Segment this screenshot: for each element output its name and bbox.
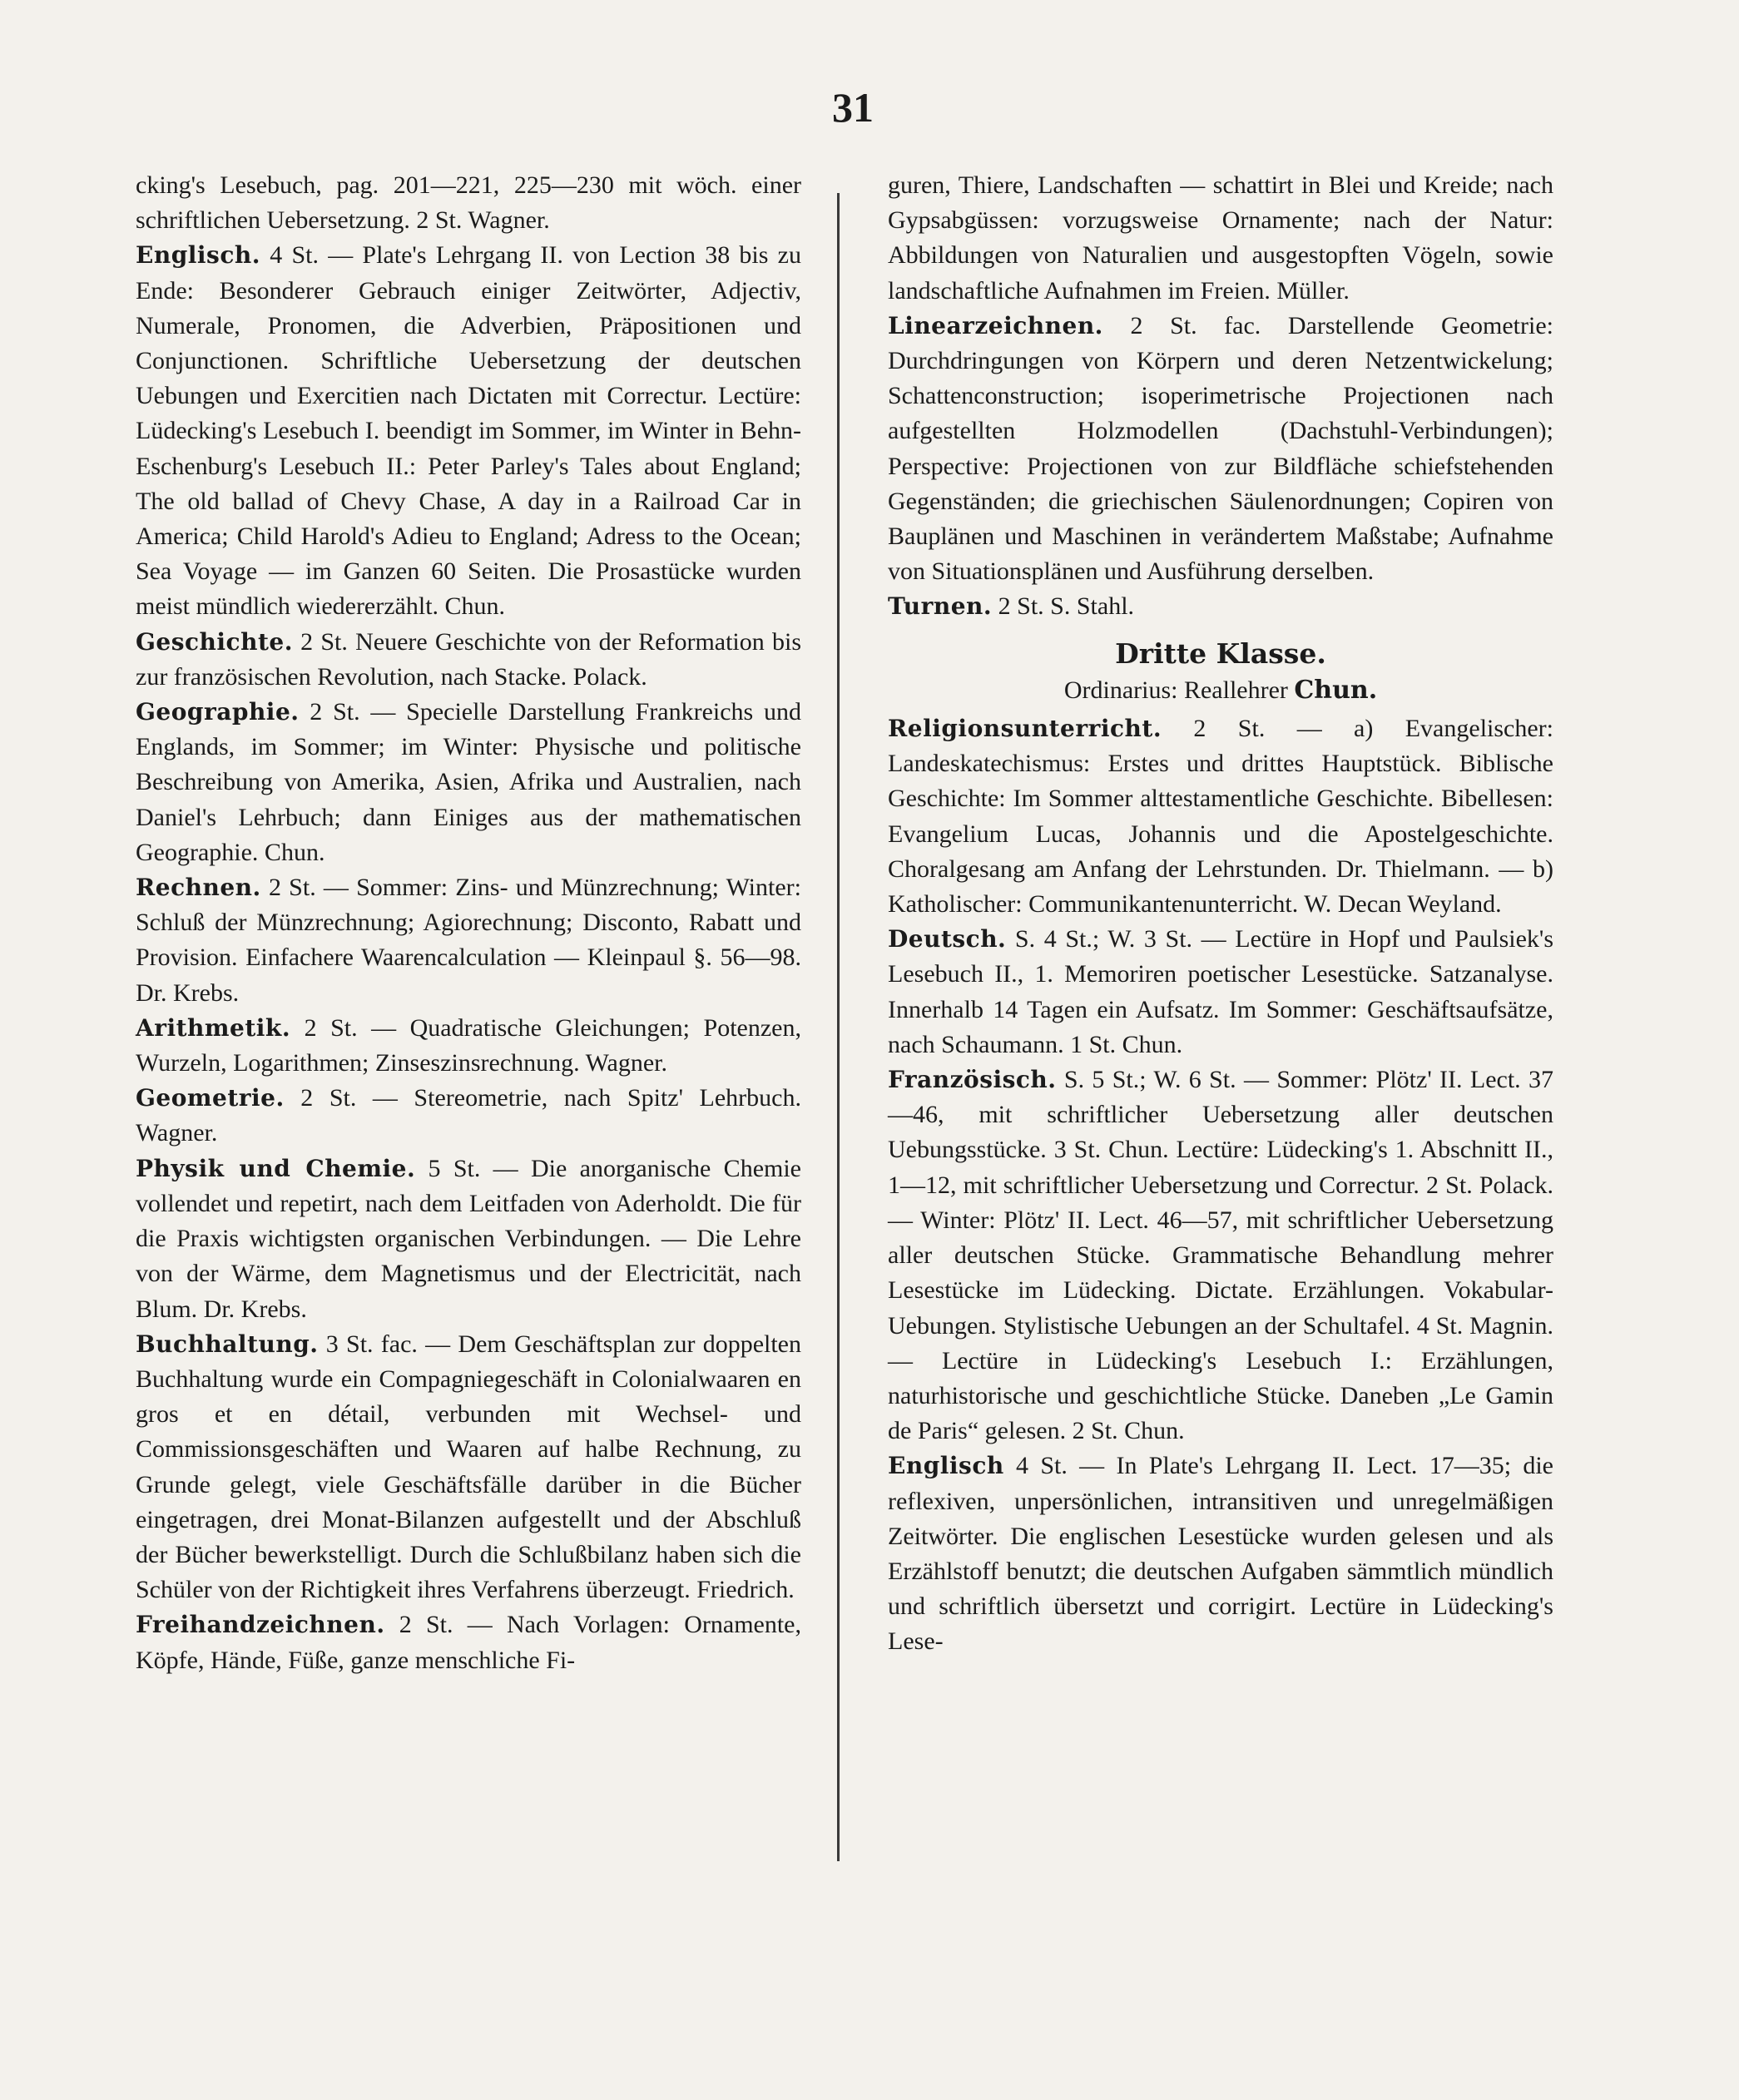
subject-entry [136, 625, 801, 695]
subject-heading: Linearzeichnen. [888, 311, 1103, 339]
subject-heading: Geographie. [136, 698, 300, 726]
left-opening-text: cking's Lesebuch, pag. 201—221, 225—230 mit wöch. einer schriftlichen Uebersetzung. 2 St. Wagner. [136, 171, 801, 235]
subject-entry [888, 922, 1553, 1062]
subject-heading: Physik und Chemie. [136, 1154, 416, 1182]
column-divider [837, 193, 840, 1861]
subject-text: 4 St. — In Plate's Lehrgang II. Lect. 17—35; die reflexiven, unpersönlichen, intransitiven und unregelmäßigen Zeitwörter. Die englischen Lesestücke wurden gelesen und als Erzählstoff benutzt; die deutschen Aufgaben sämmtlich mündlich und schriftlich übersetzt und corrigirt. Lectüre in Lüdecking's Lese- [888, 1452, 1553, 1656]
subject-entry [888, 589, 1553, 624]
subject-heading: Deutsch. [888, 925, 1007, 953]
right-entries-before [888, 309, 1553, 625]
subject-heading: Geschichte. [136, 627, 293, 656]
subject-entry [136, 870, 801, 1011]
subject-heading: Englisch [888, 1452, 1004, 1480]
subject-text: 2 St. fac. Darstellende Geometrie: Durchdringungen von Körpern und deren Netzentwickelung; Schattenconstruction; isoperimetrische Projectionen nach aufgestellten Holzmodellen (Dachstuhl-Verbindungen); Perspective: Projectionen von zur Bildfläche schiefstehenden Gegenständen; die griechischen Säulenordnungen; Copiren von Bauplänen und Maschinen in verändertem Maßstabe; Aufnahme von Situationsplänen und Ausführung derselben. [888, 311, 1553, 586]
left-column [136, 168, 801, 1678]
subject-entry [888, 1449, 1553, 1659]
subject-entry [136, 1081, 801, 1151]
subject-text: 2 St. — Quadratische Gleichungen; Potenzen, Wurzeln, Logarithmen; Zinseszinsrechnung. Wagner. [136, 1013, 801, 1077]
subject-entry [136, 1327, 801, 1608]
subject-entry [136, 238, 801, 624]
subject-text: 2 St. — Sommer: Zins- und Münzrechnung; Winter: Schluß der Münzrechnung; Agiorechnung; Disconto, Rabatt und Provision. Einfachere Waarencalculation — Kleinpaul §. 56—98. Dr. Krebs. [136, 874, 801, 1007]
section-title: Dritte Klasse. [1115, 636, 1326, 670]
subject-text: 2 St. — Stereometrie, nach Spitz' Lehrbuch. Wagner. [136, 1084, 801, 1147]
subject-text: 2 St. — a) Evangelischer: Landeskatechismus: Erstes und drittes Hauptstück. Biblische Geschichte: Im Sommer alttestamentliche Geschichte. Bibellesen: Evangelium Lucas, Johannis und die Apostelgeschichte. Choralgesang am Anfang der Lehrstunden. Dr. Thielmann. — b) Katholischer: Communikantenunterricht. W. Decan Weyland. [888, 715, 1553, 919]
subject-heading: Geometrie. [136, 1084, 285, 1112]
subject-text: 2 St. S. Stahl. [992, 592, 1135, 621]
section-sub-name: Chun. [1294, 675, 1378, 705]
subject-heading: Französisch. [888, 1066, 1057, 1094]
subject-heading: Rechnen. [136, 874, 261, 902]
left-entries [136, 238, 801, 1677]
subject-text: S. 4 St.; W. 3 St. — Lectüre in Hopf und Paulsiek's Lesebuch II., 1. Memoriren poetischer Lesestücke. Satzanalyse. Innerhalb 14 Tagen ein Aufsatz. Im Sommer: Geschäftsaufsätze, nach Schaumann. 1 St. Chun. [888, 925, 1553, 1058]
page-number: 31 [832, 84, 874, 131]
subject-heading: Englisch. [136, 241, 260, 270]
subject-entry [888, 1062, 1553, 1449]
subject-text: 2 St. — Specielle Darstellung Frankreichs und Englands, im Sommer; im Winter: Physische und politische Beschreibung von Amerika, Asien, Afrika und Australien, nach Daniel's Lehrbuch; dann Einiges aus der mathematischen Geographie. Chun. [136, 698, 801, 866]
subject-heading: Religionsunterricht. [888, 715, 1162, 743]
subject-entry [136, 1152, 801, 1327]
subject-heading: Freihandzeichnen. [136, 1611, 385, 1639]
subject-heading: Buchhaltung. [136, 1330, 319, 1358]
subject-text: 5 St. — Die anorganische Chemie vollendet und repetirt, nach dem Leitfaden von Aderholdt. Die für die Praxis wichtigsten organischen Verbindungen. — Die Lehre von der Wärme, dem Magnetismus und der Electricität, nach Blum. Dr. Krebs. [136, 1154, 801, 1323]
section-sub-prefix: Ordinarius: Reallehrer [1063, 676, 1295, 704]
subject-text: 2 St. — Nach Vorlagen: Ornamente, Köpfe, Hände, Füße, ganze menschliche Fi- [136, 1611, 801, 1674]
section-subtitle [888, 673, 1553, 708]
subject-text: 4 St. — Plate's Lehrgang II. von Lection 38 bis zu Ende: Besonderer Gebrauch einiger Zeitwörter, Adjectiv, Numerale, Pronomen, die Adverbien, Präpositionen und Conjunctionen. Schriftliche Uebersetzung der deutschen Uebungen und Exercitien nach Dictaten mit Correctur. Lectüre: Lüdecking's Lesebuch I. beendigt im Sommer, im Winter in Behn-Eschenburg's Lesebuch II.: Peter Parley's Tales about England; The old ballad of Chevy Chase, A day in a Railroad Car in America; Child Harold's Adieu to England; Adress to the Ocean; Sea Voyage — im Ganzen 60 Seiten. Die Prosastücke wurden meist mündlich wiedererzählt. Chun. [136, 241, 801, 621]
subject-text: S. 5 St.; W. 6 St. — Sommer: Plötz' II. Lect. 37—46, mit schriftlicher Uebersetzung aller deutschen Uebungsstücke. 3 St. Chun. Lectüre: Lüdecking's 1. Abschnitt II., 1—12, mit schriftlicher Uebersetzung und Correctur. 2 St. Polack. — Winter: Plötz' II. Lect. 46—57, mit schriftlicher Uebersetzung aller deutschen Stücke. Grammatische Behandlung mehrer Lesestücke im Lüdecking. Dictate. Erzählungen. Vokabular-Uebungen. Stylistische Uebungen an der Schultafel. 4 St. Magnin. — Lectüre in Lüdecking's Lesebuch I.: Erzählungen, naturhistorische und geschichtliche Stücke. Daneben „Le Gamin de Paris“ gelesen. 2 St. Chun. [888, 1066, 1553, 1445]
right-entries-after [888, 711, 1553, 1659]
subject-heading: Turnen. [888, 592, 993, 621]
right-column [888, 168, 1553, 1660]
subject-entry [888, 711, 1553, 922]
subject-entry [136, 695, 801, 870]
right-opening-text: guren, Thiere, Landschaften — schattirt in Blei und Kreide; nach Gypsabgüssen: vorzugsweise Ornamente; nach der Natur: Abbildungen von Naturalien und ausgestopften Vögeln, sowie landschaftliche Aufnahmen im Freien. Müller. [888, 171, 1553, 305]
subject-entry [888, 309, 1553, 590]
subject-heading: Arithmetik. [136, 1013, 291, 1042]
subject-text: 3 St. fac. — Dem Geschäftsplan zur doppelten Buchhaltung wurde ein Compagniegeschäft in Colonialwaaren en gros et en détail, verbunden mit Wechsel- und Commissionsgeschäften und Waaren auf halbe Rechnung, zu Grunde gelegt, viele Geschäftsfälle darüber in die Bücher eingetragen, drei Monat-Bilanzen aufgestellt und der Abschluß der Bücher bewerkstelligt. Durch die Schlußbilanz haben sich die Schüler von der Richtigkeit ihres Verfahrens überzeugt. Friedrich. [136, 1330, 801, 1604]
subject-text: 2 St. Neuere Geschichte von der Reformation bis zur französischen Revolution, nach Stacke. Polack. [136, 627, 801, 691]
subject-entry [136, 1011, 801, 1081]
subject-entry [136, 1607, 801, 1677]
